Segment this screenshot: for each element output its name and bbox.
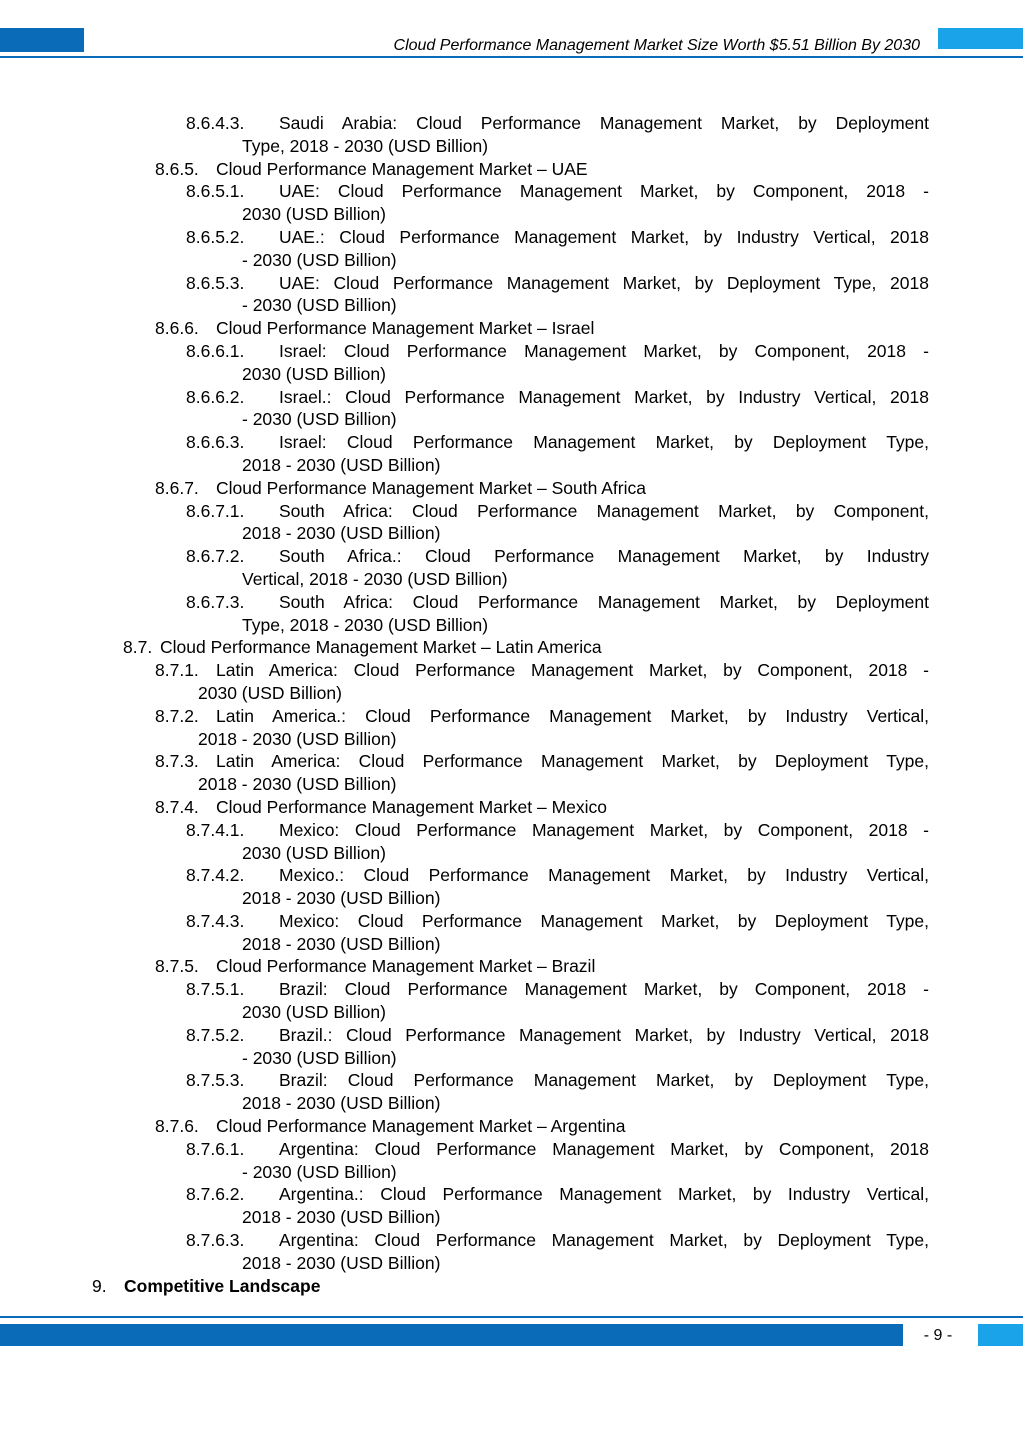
toc-entry xyxy=(0,180,1023,226)
toc-entry-text: Cloud Performance Management Market – Mexico xyxy=(216,796,608,817)
toc-entry-text: 2030 (USD Billion) xyxy=(242,204,386,225)
toc-entry-text: Brazil: Cloud Performance Management Market, by Component, 2018 - xyxy=(279,979,929,1000)
toc-entry-number: 8.6.7.3. xyxy=(186,591,245,612)
toc-entry-text: Saudi Arabia: Cloud Performance Management Market, by Deployment xyxy=(279,113,929,133)
header-rule xyxy=(0,56,1023,58)
toc-entry-text: South Africa: Cloud Performance Management Market, by Component, xyxy=(279,500,929,521)
toc-entry-number: 8.6.5.2. xyxy=(186,226,245,247)
toc-entry-text: 2030 (USD Billion) xyxy=(242,1002,386,1023)
toc-entry-number: 8.6.6.3. xyxy=(186,432,245,453)
toc-entry-text: Mexico.: Cloud Performance Management Market, by Industry Vertical, xyxy=(279,865,929,886)
toc-entry xyxy=(0,636,1023,659)
toc-entry-number: 8.6.5.1. xyxy=(186,181,245,202)
toc-entry-text: - 2030 (USD Billion) xyxy=(242,1047,397,1068)
toc-entry-text: Brazil: Cloud Performance Management Market, by Deployment Type, xyxy=(279,1070,929,1091)
toc-entry xyxy=(0,1183,1023,1229)
toc-entry-text: Cloud Performance Management Market – South Africa xyxy=(216,477,646,498)
toc-entry-number: 8.7.5. xyxy=(155,956,199,977)
toc-entry-text: - 2030 (USD Billion) xyxy=(242,409,397,430)
toc-entry-text: Mexico: Cloud Performance Management Market, by Component, 2018 - xyxy=(279,819,929,840)
toc-entry-text: UAE: Cloud Performance Management Market, by Deployment Type, 2018 xyxy=(279,272,929,293)
toc-entry xyxy=(0,591,1023,637)
toc-entry-number: 8.7.4. xyxy=(155,796,199,817)
toc-entry-number: 8.6.6.2. xyxy=(186,386,245,407)
toc-entry xyxy=(0,545,1023,591)
toc-entry-text: South Africa: Cloud Performance Management Market, by Deployment xyxy=(279,591,929,612)
toc-entry-number: 8.6.4.3. xyxy=(186,113,245,133)
toc-entry xyxy=(0,158,1023,181)
toc-entry-text: 2018 - 2030 (USD Billion) xyxy=(242,888,441,909)
toc-entry-number: 8.6.6. xyxy=(155,318,199,339)
toc-entry-number: 8.7.4.1. xyxy=(186,819,245,840)
toc-entry xyxy=(0,1069,1023,1115)
toc-entry-number: 8.6.7.2. xyxy=(186,546,245,567)
toc-entry-number: 8.7. xyxy=(123,637,153,658)
toc-entry-number: 8.7.6. xyxy=(155,1116,199,1137)
toc-entry-text: Brazil.: Cloud Performance Management Market, by Industry Vertical, 2018 xyxy=(279,1024,929,1045)
toc-entry-number: 8.7.5.2. xyxy=(186,1024,245,1045)
table-of-contents xyxy=(0,112,1023,1297)
toc-entry-number: 8.7.5.3. xyxy=(186,1070,245,1091)
toc-entry-text: Israel.: Cloud Performance Management Market, by Industry Vertical, 2018 xyxy=(279,386,929,407)
footer-accent-block-right xyxy=(978,1324,1023,1346)
running-header-title: Cloud Performance Management Market Size Worth $5.51 Billion By 2030 xyxy=(393,37,920,54)
toc-entry-number: 8.7.6.2. xyxy=(186,1184,245,1205)
toc-entry xyxy=(0,705,1023,751)
toc-entry-text: Cloud Performance Management Market – Brazil xyxy=(216,956,596,977)
toc-entry-text: 2018 - 2030 (USD Billion) xyxy=(242,454,441,475)
toc-entry-number: 8.7.3. xyxy=(155,751,199,772)
toc-entry-text: Latin America.: Cloud Performance Management Market, by Industry Vertical, xyxy=(216,705,929,726)
toc-entry-number: 8.7.5.1. xyxy=(186,979,245,1000)
toc-entry-text: 2018 - 2030 (USD Billion) xyxy=(198,774,397,795)
page-number: - 9 - xyxy=(923,1327,953,1344)
toc-entry-number: 8.7.6.3. xyxy=(186,1230,245,1251)
toc-entry xyxy=(0,750,1023,796)
toc-entry-text: 2030 (USD Billion) xyxy=(198,682,342,703)
toc-entry-text: Argentina: Cloud Performance Management Market, by Component, 2018 xyxy=(279,1138,929,1159)
toc-entry-text: 2018 - 2030 (USD Billion) xyxy=(242,1252,441,1273)
footer-accent-bar xyxy=(0,1324,903,1346)
header-accent-block-left xyxy=(0,28,84,52)
toc-entry xyxy=(0,112,1023,158)
toc-entry-text: Competitive Landscape xyxy=(124,1275,321,1296)
toc-entry xyxy=(0,1024,1023,1070)
toc-entry xyxy=(0,226,1023,272)
toc-entry-text: 2018 - 2030 (USD Billion) xyxy=(198,728,397,749)
toc-entry xyxy=(0,317,1023,340)
toc-entry-number: 8.7.1. xyxy=(155,660,199,681)
header-accent-block-right xyxy=(938,28,1023,49)
footer-rule xyxy=(0,1316,1023,1318)
toc-entry-text: Latin America: Cloud Performance Management Market, by Deployment Type, xyxy=(216,751,929,772)
toc-entry xyxy=(0,1275,1023,1298)
toc-entry-text: Cloud Performance Management Market – UAE xyxy=(216,158,588,179)
toc-entry-text: 2018 - 2030 (USD Billion) xyxy=(242,523,441,544)
toc-entry-text: - 2030 (USD Billion) xyxy=(242,295,397,316)
toc-entry-number: 8.6.5. xyxy=(155,158,199,179)
toc-entry-text: 2018 - 2030 (USD Billion) xyxy=(242,1207,441,1228)
toc-entry-text: 2030 (USD Billion) xyxy=(242,842,386,863)
toc-entry-text: - 2030 (USD Billion) xyxy=(242,1161,397,1182)
toc-entry-text: Vertical, 2018 - 2030 (USD Billion) xyxy=(242,568,508,589)
toc-entry xyxy=(0,272,1023,318)
toc-entry-text: Israel: Cloud Performance Management Market, by Deployment Type, xyxy=(279,432,929,453)
toc-entry xyxy=(0,864,1023,910)
toc-entry-number: 8.7.2. xyxy=(155,705,199,726)
toc-entry-number: 8.7.4.2. xyxy=(186,865,245,886)
toc-entry-text: Cloud Performance Management Market – Israel xyxy=(216,318,595,339)
toc-entry-text: Type, 2018 - 2030 (USD Billion) xyxy=(242,135,489,156)
toc-entry-text: South Africa.: Cloud Performance Management Market, by Industry xyxy=(279,546,929,567)
toc-entry-text: Type, 2018 - 2030 (USD Billion) xyxy=(242,614,489,635)
toc-entry-number: 8.7.6.1. xyxy=(186,1138,245,1159)
toc-entry-text: Mexico: Cloud Performance Management Market, by Deployment Type, xyxy=(279,910,929,931)
toc-entry-text: UAE: Cloud Performance Management Market, by Component, 2018 - xyxy=(279,181,929,202)
toc-entry xyxy=(0,819,1023,865)
toc-entry-text: Cloud Performance Management Market – Argentina xyxy=(216,1116,626,1137)
toc-entry-text: 2030 (USD Billion) xyxy=(242,363,386,384)
toc-entry xyxy=(0,340,1023,386)
toc-entry-text: Israel: Cloud Performance Management Market, by Component, 2018 - xyxy=(279,340,929,361)
toc-entry-text: Argentina: Cloud Performance Management Market, by Deployment Type, xyxy=(279,1230,929,1251)
toc-entry-number: 9. xyxy=(92,1275,107,1296)
toc-entry xyxy=(0,955,1023,978)
toc-entry xyxy=(0,659,1023,705)
toc-entry xyxy=(0,1115,1023,1138)
toc-entry xyxy=(0,978,1023,1024)
toc-entry xyxy=(0,910,1023,956)
toc-entry-text: 2018 - 2030 (USD Billion) xyxy=(242,933,441,954)
toc-entry-text: Cloud Performance Management Market – Latin America xyxy=(160,637,602,658)
toc-entry-text: UAE.: Cloud Performance Management Market, by Industry Vertical, 2018 xyxy=(279,226,929,247)
toc-entry xyxy=(0,1229,1023,1275)
toc-entry-text: Argentina.: Cloud Performance Management Market, by Industry Vertical, xyxy=(279,1184,929,1205)
toc-entry xyxy=(0,500,1023,546)
toc-entry-number: 8.6.6.1. xyxy=(186,340,245,361)
toc-entry xyxy=(0,1138,1023,1184)
toc-entry-text: Latin America: Cloud Performance Management Market, by Component, 2018 - xyxy=(216,660,929,681)
toc-entry xyxy=(0,431,1023,477)
toc-entry xyxy=(0,386,1023,432)
toc-entry-text: 2018 - 2030 (USD Billion) xyxy=(242,1093,441,1114)
toc-entry-text: - 2030 (USD Billion) xyxy=(242,249,397,270)
toc-entry xyxy=(0,477,1023,500)
toc-entry xyxy=(0,796,1023,819)
toc-entry-number: 8.6.5.3. xyxy=(186,272,245,293)
toc-entry-number: 8.6.7. xyxy=(155,477,199,498)
toc-entry-number: 8.6.7.1. xyxy=(186,500,245,521)
toc-entry-number: 8.7.4.3. xyxy=(186,910,245,931)
